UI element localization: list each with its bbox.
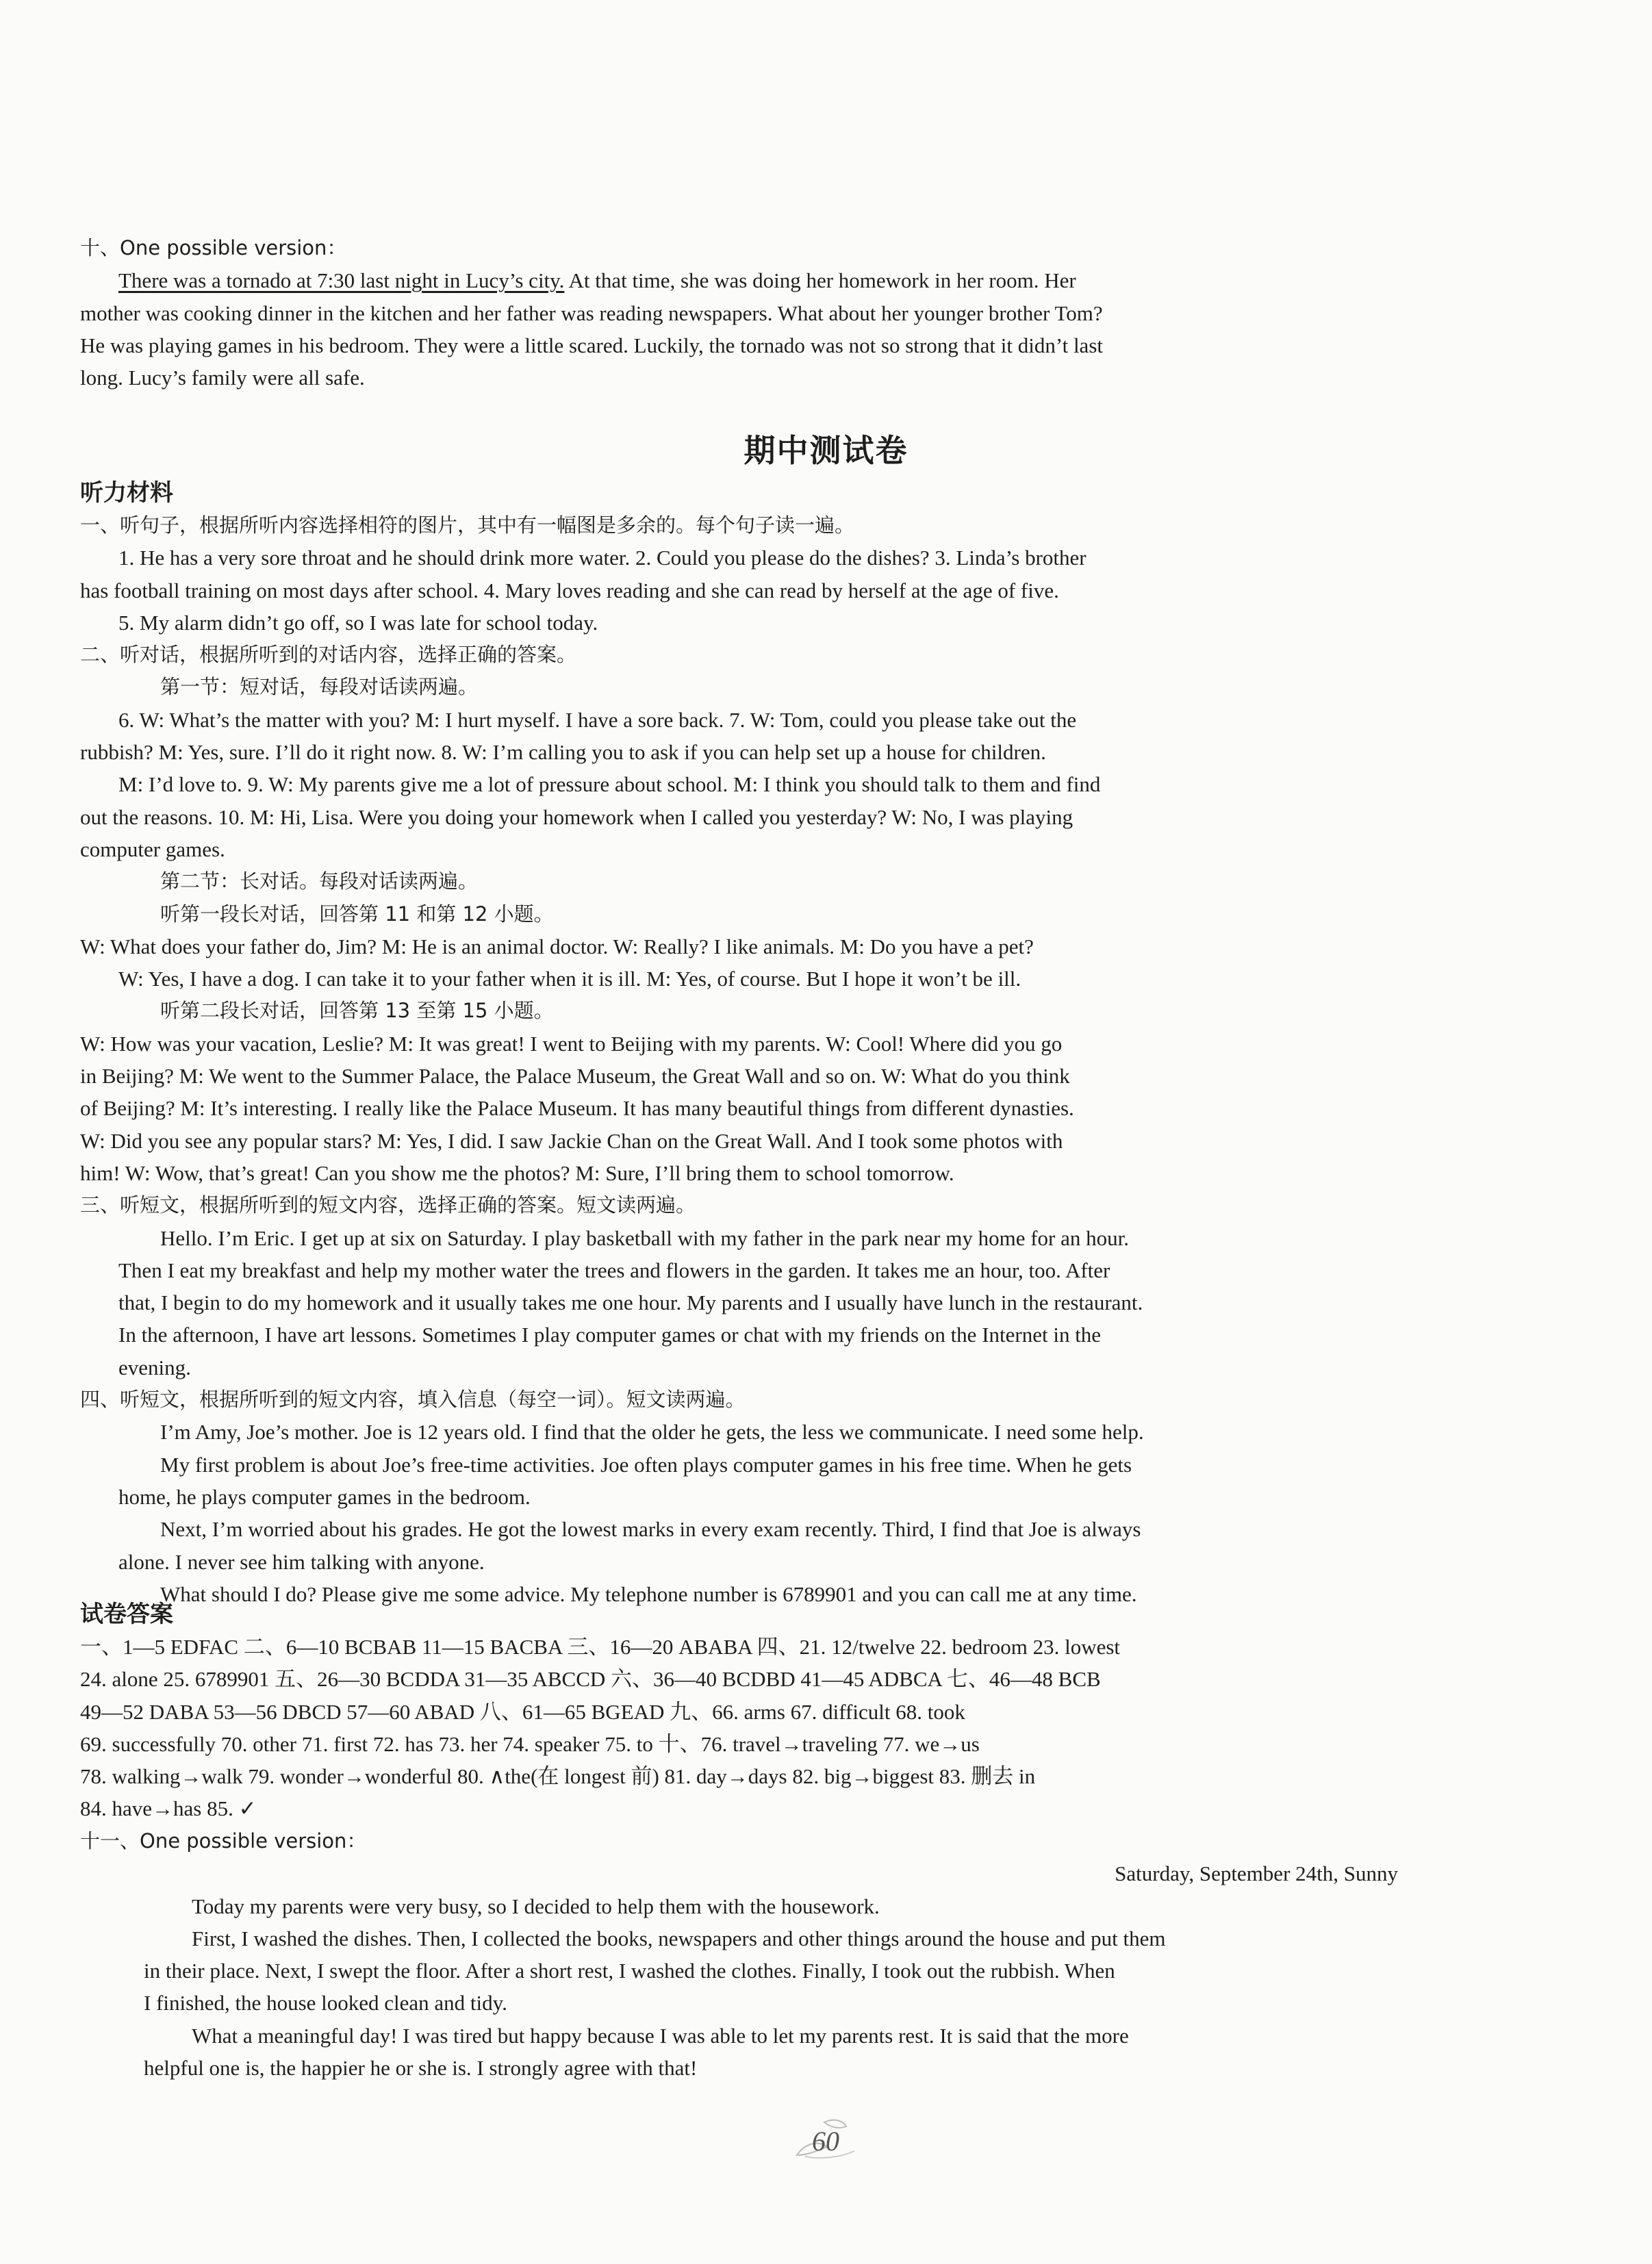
page-number-text: 60 bbox=[812, 2126, 839, 2157]
diary-date: Saturday, September 24th, Sunny bbox=[1115, 1861, 1398, 1886]
part3-label: 三、听短文，根据所听到的短文内容，选择正确的答案。短文读两遍。 bbox=[80, 1193, 696, 1217]
section-10-line-1 bbox=[80, 264, 1398, 296]
part4-line-3: home, he plays computer games in the bedroom. bbox=[118, 1484, 531, 1509]
dialogue-2-line-1: W: How was your vacation, Leslie? M: It was great! I went to Beijing with my parents. W: Cool! Where did you go bbox=[80, 1031, 1063, 1056]
part2-sec1-line-2: rubbish? M: Yes, sure. I’ll do it right now. 8. W: I’m calling you to ask if you can help set up a house for children. bbox=[80, 740, 1046, 765]
listening-section bbox=[80, 477, 1398, 1610]
answers-section bbox=[80, 1599, 1398, 1825]
part2-section-1: 第一节：短对话，每段对话读两遍。 bbox=[160, 675, 479, 699]
section-11-line-2: First, I washed the dishes. Then, I collected the books, newspapers and other things around the house and put them bbox=[192, 1926, 1166, 1950]
part2-label: 二、听对话，根据所听到的对话内容，选择正确的答案。 bbox=[80, 643, 577, 667]
part2-sec1-line-1: 6. W: What’s the matter with you? M: I hurt myself. I have a sore back. 7. W: Tom, could you please take out the bbox=[118, 707, 1077, 732]
dialogue-2-line-2: in Beijing? M: We went to the Summer Palace, the Palace Museum, the Great Wall and so on. W: What do you think bbox=[80, 1064, 1070, 1089]
part3-line-1: Hello. I’m Eric. I get up at six on Saturday. I play basketball with my father in the park near my home for an hour. bbox=[160, 1225, 1129, 1250]
part2-dialogue-2-label: 听第二段长对话，回答第 13 至第 15 小题。 bbox=[160, 999, 554, 1023]
part3-line-2: Then I eat my breakfast and help my mother water the trees and flowers in the garden. It takes me an hour, too. After bbox=[118, 1258, 1110, 1282]
listening-heading: 听力材料 bbox=[80, 479, 173, 507]
part3-line-4: In the afternoon, I have art lessons. Sometimes I play computer games or chat with my friends on the Internet in the bbox=[118, 1323, 1102, 1347]
part1-line-1: 1. He has a very sore throat and he should drink more water. 2. Could you please do the dishes? 3. Linda’s brother bbox=[118, 546, 1086, 570]
page-title: 期中测试卷 bbox=[744, 432, 908, 469]
part2-sec1-line-4: out the reasons. 10. M: Hi, Lisa. Were you doing your homework when I called you yesterday? W: No, I was playing bbox=[80, 804, 1073, 829]
section-10-line-3: He was playing games in his bedroom. They were a little scared. Luckily, the tornado was not so strong that it didn’t last bbox=[80, 333, 1103, 357]
answers-line-5: 78. walking→walk 79. wonder→wonderful 80. ∧the(在 longest 前) 81. day→days 82. big→biggest 83. 删去 in bbox=[80, 1764, 1036, 1789]
answers-line-1: 一、1—5 EDFAC 二、6—10 BCBAB 11—15 BACBA 三、16—20 ABABA 四、21. 12/twelve 22. bedroom 23. lowest bbox=[80, 1635, 1121, 1659]
part3-line-3: that, I begin to do my homework and it usually takes me one hour. My parents and I usually have lunch in the restaurant. bbox=[118, 1290, 1143, 1315]
part2-section-2: 第二节：长对话。每段对话读两遍。 bbox=[160, 869, 479, 893]
answers-line-4: 69. successfully 70. other 71. first 72. has 73. her 74. speaker 75. to 十、76. travel→traveling 77. we→us bbox=[80, 1731, 980, 1756]
dialogue-2-line-5: him! W: Wow, that’s great! Can you show me the photos? M: Sure, I’ll bring them to school tomorrow. bbox=[80, 1160, 954, 1185]
section-10-label-text: 十、One possible version： bbox=[80, 236, 347, 259]
answers-line-6: 84. have→has 85. ✓ bbox=[80, 1796, 257, 1821]
section-10 bbox=[80, 231, 1398, 394]
part4-line-6: What should I do? Please give me some advice. My telephone number is 6789901 and you can call me at any time. bbox=[160, 1581, 1137, 1606]
page-number bbox=[791, 2115, 860, 2163]
underlined-sentence: There was a tornado at 7:30 last night in Lucy’s city. bbox=[118, 268, 565, 293]
part2-sec1-line-5: computer games. bbox=[80, 837, 225, 861]
dialogue-2-line-4: W: Did you see any popular stars? M: Yes, I did. I saw Jackie Chan on the Great Wall. And I took some photos with bbox=[80, 1128, 1063, 1153]
dialogue-1-line-2: W: Yes, I have a dog. I can take it to your father when it is ill. M: Yes, of course. But I hope it won’t be ill. bbox=[118, 967, 1021, 991]
part4-line-1: I’m Amy, Joe’s mother. Joe is 12 years old. I find that the older he gets, the less we communicate. I need some help. bbox=[160, 1420, 1144, 1445]
section-11-line-4: I finished, the house looked clean and tidy. bbox=[144, 1991, 507, 2015]
part1-line-3: 5. My alarm didn’t go off, so I was late for school today. bbox=[118, 610, 598, 635]
part4-label: 四、听短文，根据所听到的短文内容，填入信息（每空一词）。短文读两遍。 bbox=[80, 1388, 746, 1412]
part4-line-4: Next, I’m worried about his grades. He got the lowest marks in every exam recently. Third, I find that Joe is always bbox=[160, 1517, 1141, 1542]
answers-heading: 试卷答案 bbox=[80, 1601, 173, 1628]
answers-line-3: 49—52 DABA 53—56 DBCD 57—60 ABAD 八、61—65 BGEAD 九、66. arms 67. difficult 68. took bbox=[80, 1699, 965, 1724]
section-10-line-4: long. Lucy’s family were all safe. bbox=[80, 366, 365, 390]
answers-line-2: 24. alone 25. 6789901 五、26—30 BCDDA 31—35 ABCCD 六、36—40 BCDBD 41—45 ADBCA 七、46—48 BCB bbox=[80, 1667, 1101, 1692]
section-10-label bbox=[80, 231, 1398, 264]
section-11 bbox=[80, 1825, 1398, 2084]
section-11-line-3: in their place. Next, I swept the floor. After a short rest, I washed the clothes. Finally, I took out the rubbish. When bbox=[144, 1959, 1115, 1983]
part2-sec1-line-3: M: I’d love to. 9. W: My parents give me a lot of pressure about school. M: I think you should talk to them and find bbox=[118, 772, 1101, 797]
part4-line-5: alone. I never see him talking with anyone. bbox=[118, 1549, 485, 1574]
part3-line-5: evening. bbox=[118, 1355, 191, 1379]
section-11-line-5: What a meaningful day! I was tired but happy because I was able to let my parents rest. It is said that the more bbox=[192, 2023, 1129, 2048]
part2-dialogue-1-label: 听第一段长对话，回答第 11 和第 12 小题。 bbox=[160, 902, 554, 926]
part1-label: 一、听句子，根据所听内容选择相符的图片，其中有一幅图是多余的。每个句子读一遍。 bbox=[80, 513, 855, 537]
dialogue-2-line-3: of Beijing? M: It’s interesting. I really like the Palace Museum. It has many beautiful things from different dynasties. bbox=[80, 1096, 1074, 1121]
part1-line-2: has football training on most days after school. 4. Mary loves reading and she can read by herself at the age of five. bbox=[80, 578, 1059, 602]
dialogue-1-line-1: W: What does your father do, Jim? M: He is an animal doctor. W: Really? I like animals. M: Do you have a pet? bbox=[80, 934, 1034, 958]
section-10-line-1-rest: At that time, she was doing her homework in her room. Her bbox=[564, 268, 1076, 293]
section-11-line-1: Today my parents were very busy, so I decided to help them with the housework. bbox=[192, 1894, 880, 1918]
part4-line-2: My first problem is about Joe’s free-time activities. Joe often plays computer games in his free time. When he gets bbox=[160, 1452, 1132, 1477]
section-11-label: 十一、One possible version： bbox=[80, 1829, 367, 1853]
section-11-line-6: helpful one is, the happier he or she is. I strongly agree with that! bbox=[144, 2056, 698, 2081]
section-10-line-2: mother was cooking dinner in the kitchen and her father was reading newspapers. What about her younger brother Tom? bbox=[80, 301, 1103, 325]
